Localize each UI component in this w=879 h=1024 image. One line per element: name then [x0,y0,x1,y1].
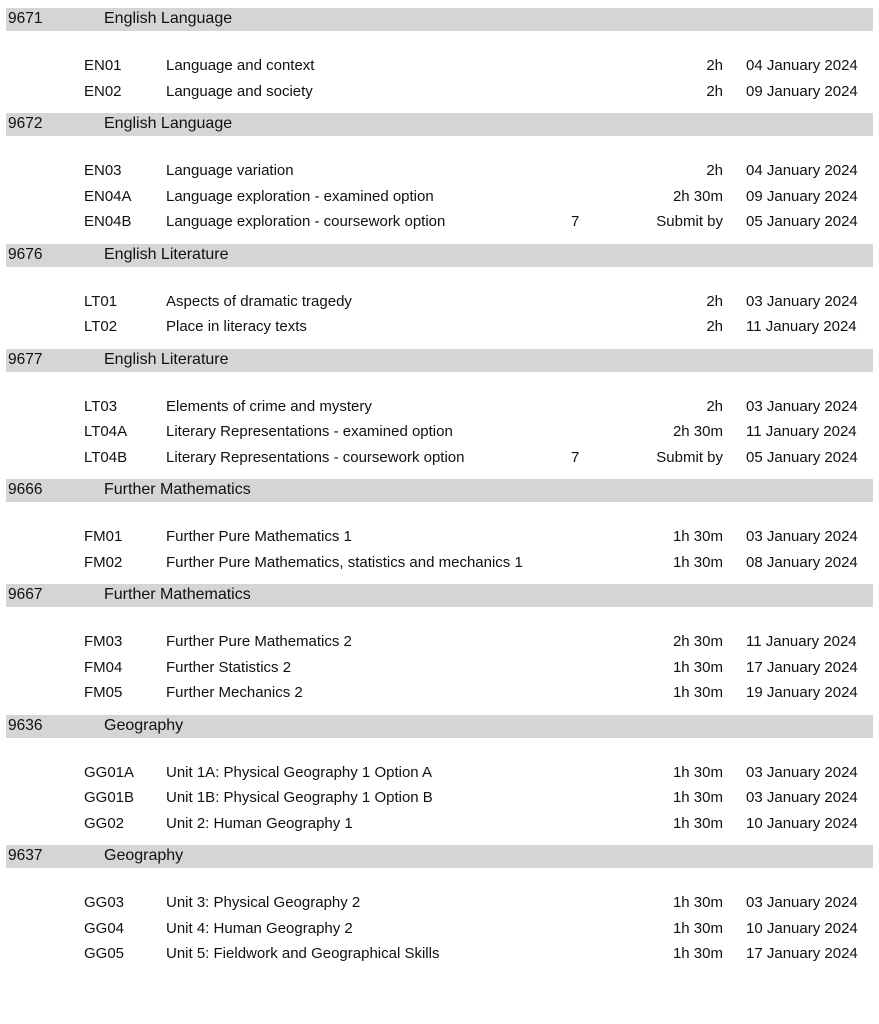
qualification-subject: English Language [104,115,233,132]
component-title: Place in literacy texts [166,318,307,335]
component-row [0,891,879,917]
component-row [0,551,879,577]
qualification-code: 9672 [8,115,43,132]
qualification-header [6,479,873,502]
component-title: Aspects of dramatic tragedy [166,292,352,310]
qualification-section [0,584,879,715]
component-row [0,761,879,787]
component-duration: 2h 30m [672,633,723,650]
component-title: Further Pure Mathematics 1 [166,528,352,545]
component-row [0,420,879,446]
component-row [0,446,879,472]
component-code: GG01B [84,789,135,806]
component-row [0,942,879,968]
component-list [0,738,879,846]
component-date: 09 January 2024 [746,82,858,100]
component-code: EN02 [84,82,122,100]
component-duration: 1h 30m [672,919,723,937]
component-duration: 1h 30m [672,763,723,781]
component-list [0,607,879,715]
component-code: EN01 [84,57,122,74]
component-row [0,917,879,943]
component-duration: 1h 30m [672,528,723,545]
component-title: Language exploration - examined option [166,187,434,205]
component-row [0,54,879,80]
qualification-header [6,8,873,31]
qualification-section [0,113,879,244]
component-code: EN04B [84,213,132,230]
component-code: LT02 [84,318,118,335]
component-date: 05 January 2024 [746,213,858,230]
component-date: 17 January 2024 [746,945,858,962]
component-title: Further Statistics 2 [166,658,292,676]
qualification-section [0,845,879,976]
component-code: GG01A [84,763,135,781]
qualification-subject: Further Mathematics [104,481,251,498]
qualification-code: 9667 [8,586,43,603]
component-title: Unit 5: Fieldwork and Geographical Skills [166,945,440,962]
component-title: Unit 3: Physical Geography 2 [166,894,361,911]
component-code: GG05 [84,945,125,962]
component-row [0,656,879,682]
component-code: GG02 [84,814,125,832]
qualification-subject: English Literature [104,245,229,263]
component-duration: 1h 30m [672,945,723,962]
qualification-subject: English Language [104,10,233,27]
component-date: 10 January 2024 [746,814,858,832]
component-title: Unit 4: Human Geography 2 [166,919,353,937]
component-date: 04 January 2024 [746,162,858,179]
component-date: 19 January 2024 [746,684,858,701]
component-date: 05 January 2024 [746,448,858,466]
component-title: Language and context [166,57,315,74]
component-duration: 2h [706,292,723,310]
component-code: EN03 [84,162,122,179]
component-date: 04 January 2024 [746,57,858,74]
component-code: LT01 [84,292,118,310]
component-duration: 2h [706,397,723,415]
component-duration: 1h 30m [672,553,723,571]
component-date: 03 January 2024 [746,292,858,310]
component-code: FM05 [84,684,123,701]
component-duration: 2h [706,318,723,335]
component-title: Literary Representations - coursework option [166,448,465,466]
qualification-header [6,845,873,868]
component-duration: Submit by [656,213,723,230]
component-code: EN04A [84,187,132,205]
component-code: GG04 [84,919,125,937]
component-date: 03 January 2024 [746,789,858,806]
component-note: 7 [571,213,580,230]
component-title: Elements of crime and mystery [166,397,372,415]
component-row [0,786,879,812]
component-duration: 2h [706,82,723,100]
component-code: GG03 [84,894,125,911]
component-title: Language variation [166,162,294,179]
qualification-header [6,715,873,738]
component-date: 11 January 2024 [746,633,857,650]
component-note: 7 [571,448,580,466]
component-list [0,267,879,349]
component-date: 11 January 2024 [746,318,857,335]
component-code: LT04B [84,448,128,466]
component-row [0,290,879,316]
component-title: Unit 2: Human Geography 1 [166,814,353,832]
qualification-code: 9676 [8,245,43,263]
qualification-section [0,349,879,480]
component-title: Further Mechanics 2 [166,684,303,701]
component-duration: 2h 30m [672,187,723,205]
component-date: 09 January 2024 [746,187,858,205]
component-row [0,525,879,551]
component-code: FM03 [84,633,123,650]
qualification-code: 9666 [8,481,43,498]
component-date: 10 January 2024 [746,919,858,937]
qualification-code: 9677 [8,350,43,368]
component-title: Unit 1B: Physical Geography 1 Option B [166,789,433,806]
component-date: 03 January 2024 [746,894,858,911]
qualification-code: 9637 [8,847,43,864]
component-duration: Submit by [656,448,723,466]
component-duration: 2h [706,57,723,74]
component-list [0,136,879,244]
qualification-section [0,479,879,584]
qualification-code: 9671 [8,10,43,27]
component-title: Further Pure Mathematics 2 [166,633,352,650]
component-list [0,31,879,113]
component-title: Language exploration - coursework option [166,213,446,230]
qualification-section [0,8,879,113]
component-duration: 2h [706,162,723,179]
qualification-subject: Further Mathematics [104,586,251,603]
component-duration: 1h 30m [672,894,723,911]
component-row [0,159,879,185]
component-date: 17 January 2024 [746,658,858,676]
component-date: 03 January 2024 [746,397,858,415]
component-duration: 1h 30m [672,814,723,832]
component-row [0,812,879,838]
qualification-subject: Geography [104,716,184,734]
component-title: Language and society [166,82,313,100]
component-row [0,681,879,707]
component-row [0,315,879,341]
component-row [0,630,879,656]
component-row [0,210,879,236]
component-duration: 1h 30m [672,789,723,806]
qualification-header [6,113,873,136]
component-code: FM04 [84,658,123,676]
component-title: Literary Representations - examined option [166,423,453,440]
exam-timetable [0,8,879,976]
qualification-section [0,715,879,846]
qualification-header [6,244,873,267]
component-list [0,868,879,976]
qualification-section [0,244,879,349]
component-date: 11 January 2024 [746,423,857,440]
component-duration: 2h 30m [672,423,723,440]
component-code: LT04A [84,423,128,440]
component-date: 03 January 2024 [746,528,858,545]
component-list [0,372,879,480]
component-row [0,80,879,106]
component-date: 03 January 2024 [746,763,858,781]
component-duration: 1h 30m [672,684,723,701]
component-code: FM01 [84,528,123,545]
component-row [0,395,879,421]
qualification-subject: Geography [104,847,184,864]
qualification-subject: English Literature [104,350,229,368]
component-duration: 1h 30m [672,658,723,676]
qualification-code: 9636 [8,716,43,734]
component-list [0,502,879,584]
component-title: Further Pure Mathematics, statistics and mechanics 1 [166,553,523,571]
qualification-header [6,584,873,607]
component-date: 08 January 2024 [746,553,858,571]
component-title: Unit 1A: Physical Geography 1 Option A [166,763,432,781]
qualification-header [6,349,873,372]
component-code: LT03 [84,397,118,415]
component-row [0,185,879,211]
component-code: FM02 [84,553,123,571]
